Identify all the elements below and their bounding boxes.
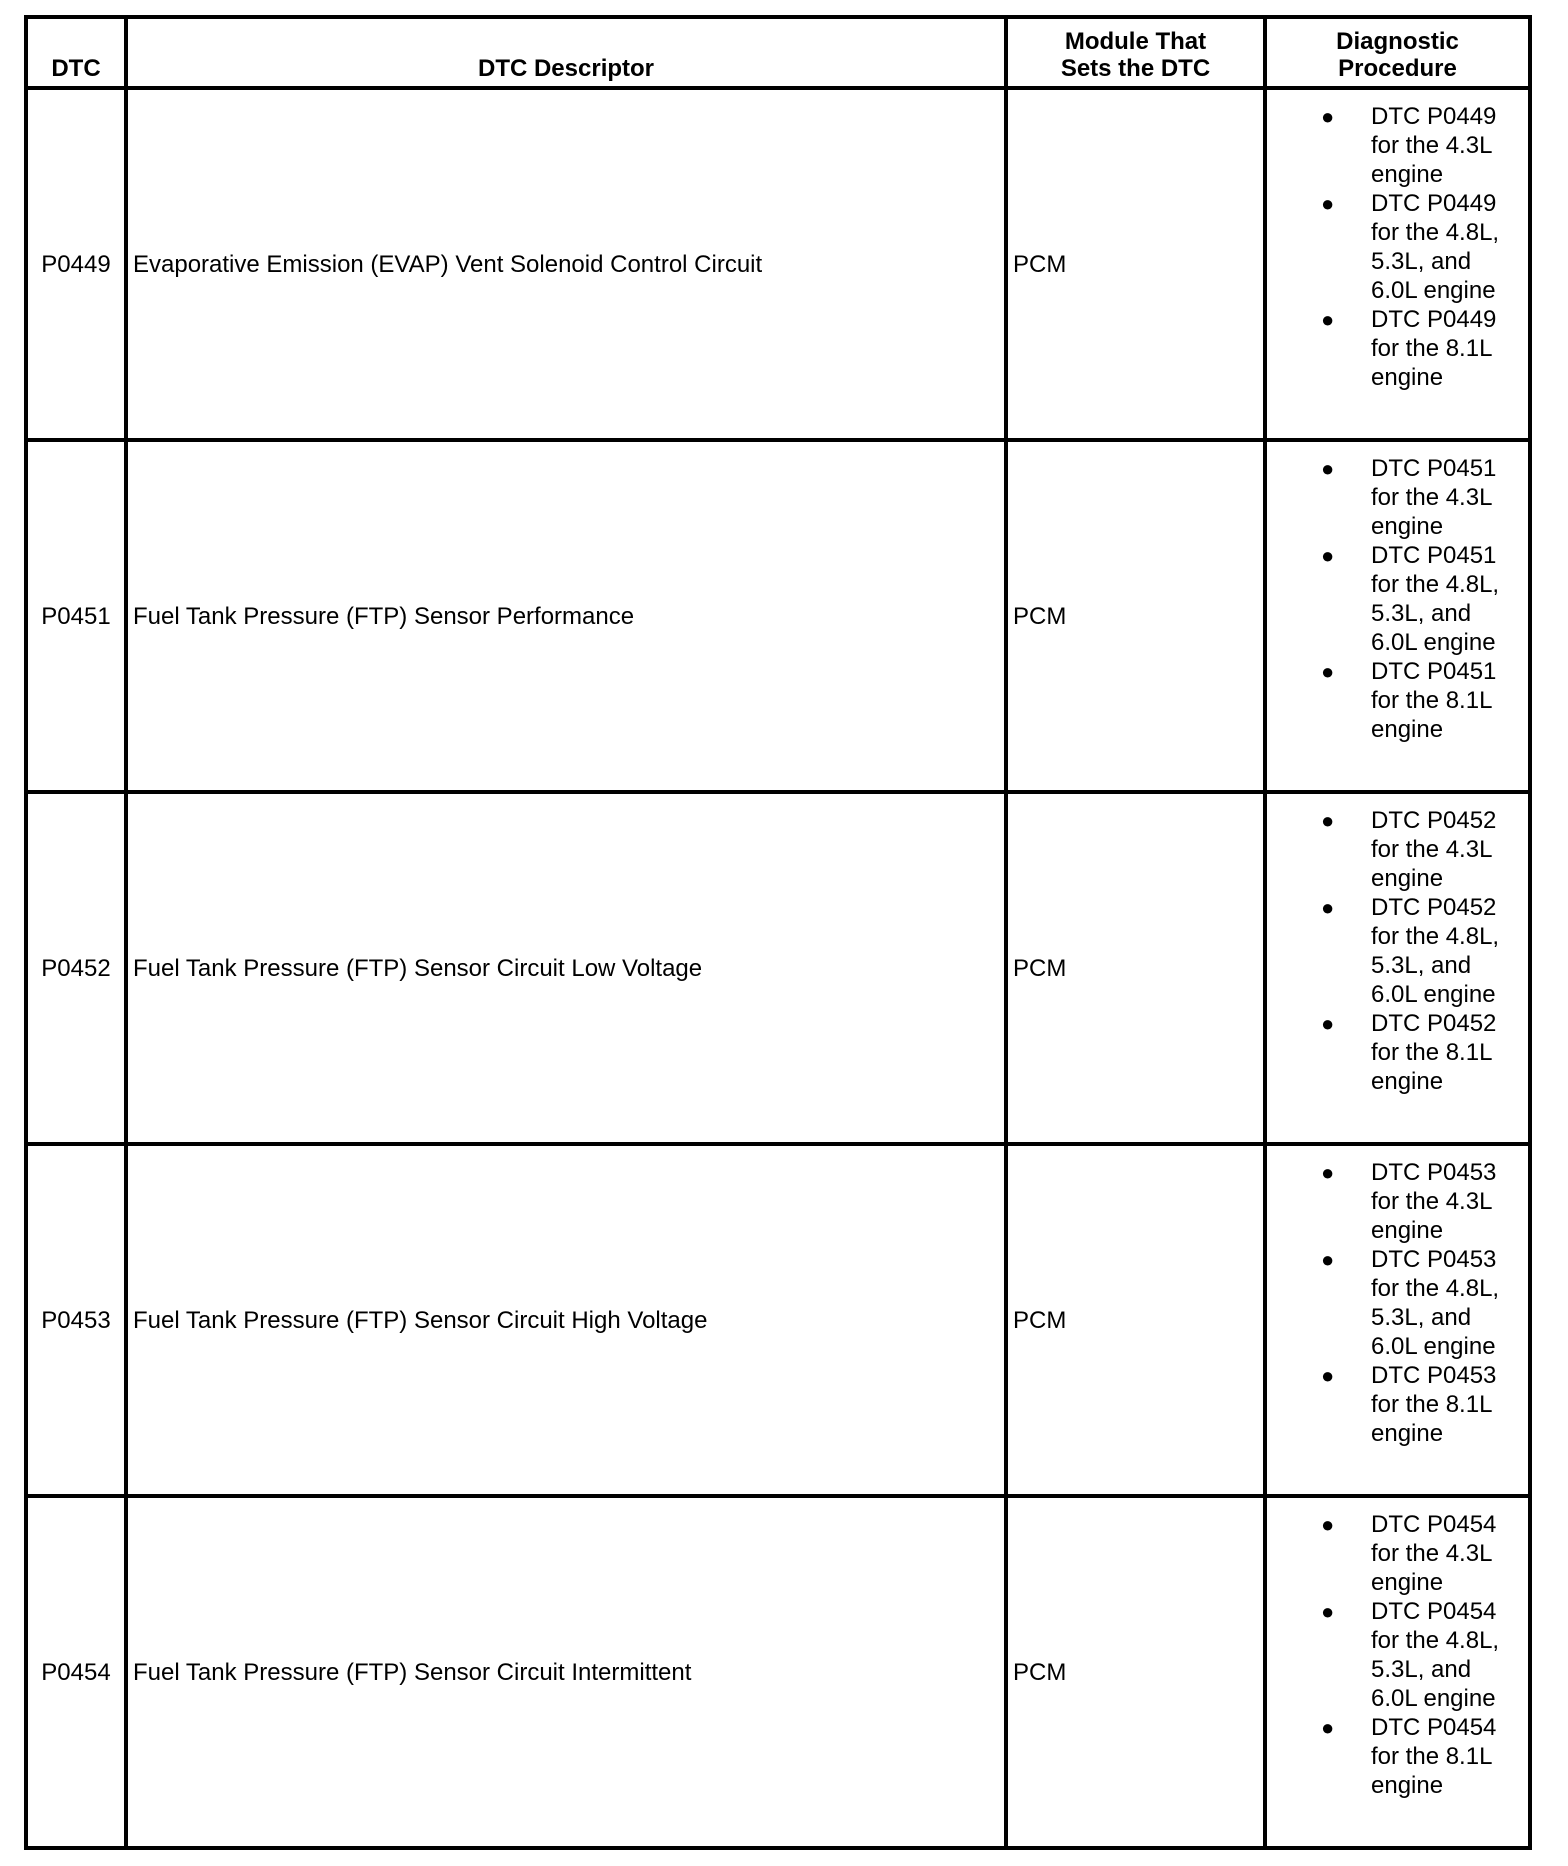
procedure-text[interactable]: DTC P0454 for the 8.1L engine	[1371, 1714, 1497, 1799]
bullet-icon: ●	[1321, 191, 1335, 216]
procedure-link[interactable]	[1267, 1713, 1524, 1800]
header-procedure-label: Diagnostic Procedure	[1336, 28, 1459, 82]
procedure-link[interactable]	[1267, 1361, 1524, 1448]
procedure-text[interactable]: DTC P0452 for the 4.8L, 5.3L, and 6.0L engine	[1371, 894, 1500, 1008]
procedure-text[interactable]: DTC P0454 for the 4.3L engine	[1371, 1511, 1497, 1596]
procedure-link[interactable]	[1267, 806, 1524, 893]
header-dtc: DTC	[26, 17, 126, 88]
procedure-text[interactable]: DTC P0453 for the 4.8L, 5.3L, and 6.0L engine	[1371, 1246, 1500, 1360]
procedure-link[interactable]	[1267, 893, 1524, 1009]
procedure-list	[1267, 1510, 1524, 1800]
procedure-text[interactable]: DTC P0451 for the 8.1L engine	[1371, 658, 1497, 743]
module-name: PCM	[1006, 792, 1265, 1144]
procedure-link[interactable]	[1267, 1245, 1524, 1361]
bullet-icon: ●	[1321, 543, 1335, 568]
dtc-descriptor: Fuel Tank Pressure (FTP) Sensor Performance	[126, 440, 1006, 792]
procedure-cell	[1265, 792, 1530, 1144]
procedure-list	[1267, 1158, 1524, 1448]
header-row	[26, 17, 1530, 88]
procedure-link[interactable]	[1267, 541, 1524, 657]
procedure-link[interactable]	[1267, 189, 1524, 305]
procedure-text[interactable]: DTC P0452 for the 8.1L engine	[1371, 1010, 1497, 1095]
procedure-cell	[1265, 88, 1530, 440]
bullet-icon: ●	[1321, 104, 1335, 129]
dtc-code: P0454	[26, 1496, 126, 1848]
procedure-list	[1267, 102, 1524, 392]
procedure-list	[1267, 454, 1524, 744]
procedure-link[interactable]	[1267, 454, 1524, 541]
procedure-cell	[1265, 440, 1530, 792]
procedure-cell	[1265, 1496, 1530, 1848]
bullet-icon: ●	[1321, 1011, 1335, 1036]
procedure-text[interactable]: DTC P0449 for the 4.3L engine	[1371, 103, 1497, 188]
bullet-icon: ●	[1321, 659, 1335, 684]
dtc-code: P0452	[26, 792, 126, 1144]
procedure-text[interactable]: DTC P0451 for the 4.3L engine	[1371, 455, 1497, 540]
module-name: PCM	[1006, 440, 1265, 792]
procedure-link[interactable]	[1267, 1158, 1524, 1245]
procedure-link[interactable]	[1267, 1597, 1524, 1713]
procedure-text[interactable]: DTC P0449 for the 4.8L, 5.3L, and 6.0L engine	[1371, 190, 1500, 304]
module-name: PCM	[1006, 88, 1265, 440]
dtc-descriptor: Evaporative Emission (EVAP) Vent Solenoid Control Circuit	[126, 88, 1006, 440]
bullet-icon: ●	[1321, 1160, 1335, 1185]
dtc-descriptor: Fuel Tank Pressure (FTP) Sensor Circuit Intermittent	[126, 1496, 1006, 1848]
procedure-text[interactable]: DTC P0452 for the 4.3L engine	[1371, 807, 1497, 892]
procedure-cell	[1265, 1144, 1530, 1496]
header-module-label: Module That Sets the DTC	[1060, 28, 1211, 82]
module-name: PCM	[1006, 1496, 1265, 1848]
dtc-code: P0451	[26, 440, 126, 792]
header-procedure	[1265, 17, 1530, 88]
procedure-text[interactable]: DTC P0451 for the 4.8L, 5.3L, and 6.0L engine	[1371, 542, 1500, 656]
bullet-icon: ●	[1321, 1247, 1335, 1272]
procedure-link[interactable]	[1267, 1009, 1524, 1096]
module-name: PCM	[1006, 1144, 1265, 1496]
bullet-icon: ●	[1321, 456, 1335, 481]
procedure-link[interactable]	[1267, 1510, 1524, 1597]
header-descriptor: DTC Descriptor	[126, 17, 1006, 88]
table-row	[26, 1496, 1530, 1848]
procedure-link[interactable]	[1267, 102, 1524, 189]
bullet-icon: ●	[1321, 808, 1335, 833]
procedure-link[interactable]	[1267, 657, 1524, 744]
bullet-icon: ●	[1321, 895, 1335, 920]
bullet-icon: ●	[1321, 1512, 1335, 1537]
table-row	[26, 88, 1530, 440]
table-row	[26, 1144, 1530, 1496]
procedure-link[interactable]	[1267, 305, 1524, 392]
procedure-text[interactable]: DTC P0453 for the 8.1L engine	[1371, 1362, 1497, 1447]
dtc-descriptor: Fuel Tank Pressure (FTP) Sensor Circuit High Voltage	[126, 1144, 1006, 1496]
procedure-text[interactable]: DTC P0454 for the 4.8L, 5.3L, and 6.0L engine	[1371, 1598, 1500, 1712]
dtc-table	[24, 15, 1532, 1850]
bullet-icon: ●	[1321, 1715, 1335, 1740]
bullet-icon: ●	[1321, 1599, 1335, 1624]
procedure-text[interactable]: DTC P0449 for the 8.1L engine	[1371, 306, 1497, 391]
procedure-text[interactable]: DTC P0453 for the 4.3L engine	[1371, 1159, 1497, 1244]
bullet-icon: ●	[1321, 307, 1335, 332]
procedure-list	[1267, 806, 1524, 1096]
bullet-icon: ●	[1321, 1363, 1335, 1388]
dtc-code: P0453	[26, 1144, 126, 1496]
table-row	[26, 792, 1530, 1144]
table-row	[26, 440, 1530, 792]
dtc-descriptor: Fuel Tank Pressure (FTP) Sensor Circuit Low Voltage	[126, 792, 1006, 1144]
dtc-code: P0449	[26, 88, 126, 440]
header-module	[1006, 17, 1265, 88]
